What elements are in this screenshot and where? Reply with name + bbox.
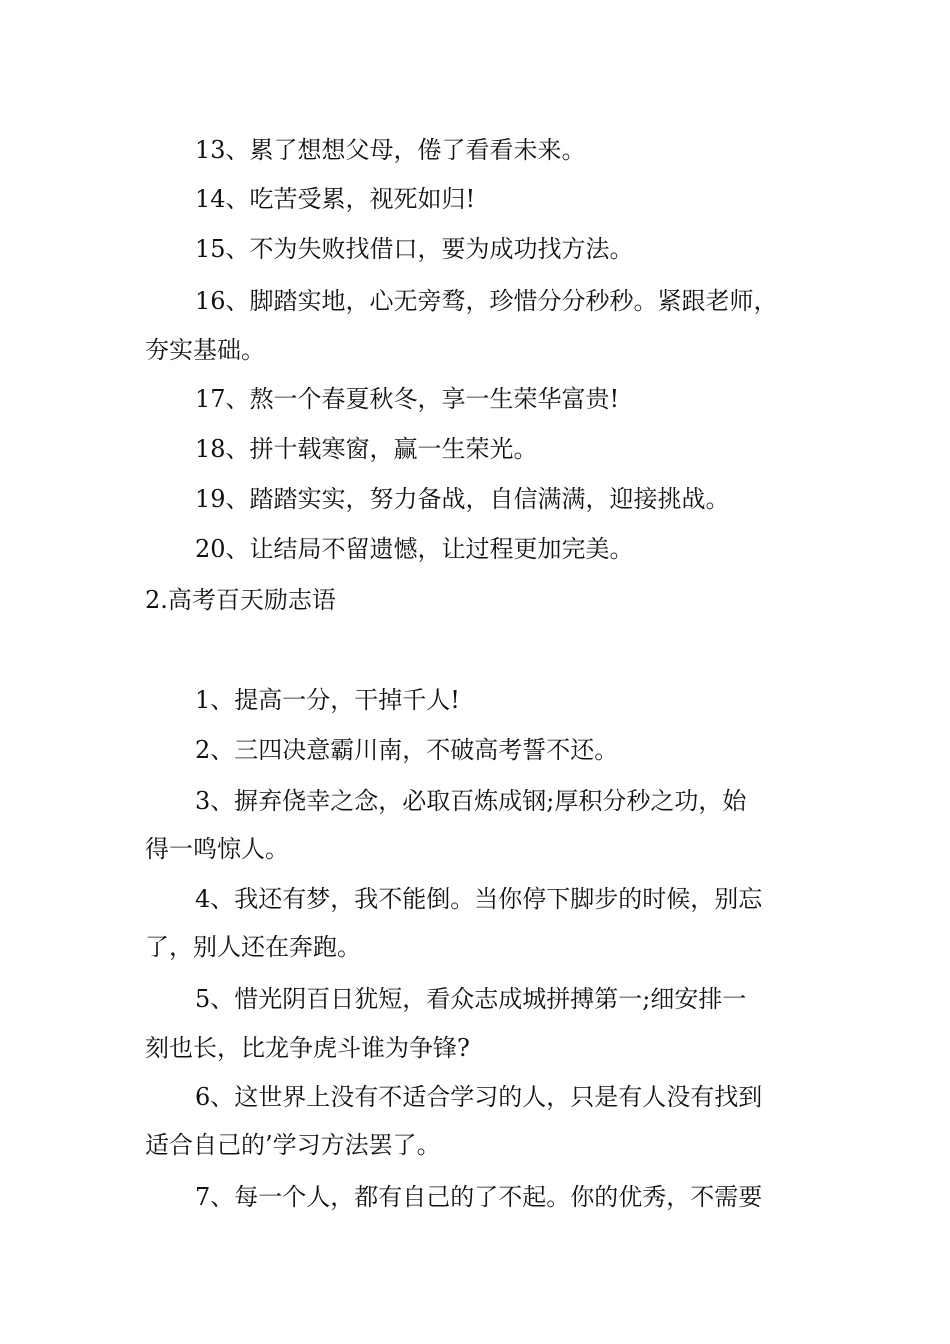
list-item: 14、吃苦受累，视死如归! bbox=[195, 185, 476, 213]
list-item-continuation: 刻也长，比龙争虎斗谁为争锋? bbox=[145, 1034, 470, 1062]
list-item: 6、这世界上没有不适合学习的人，只是有人没有找到 bbox=[195, 1083, 763, 1111]
list-item-continuation: 适合自己的’学习方法罢了。 bbox=[145, 1131, 441, 1159]
list-item: 7、每一个人，都有自己的了不起。你的优秀，不需要 bbox=[195, 1183, 763, 1211]
list-item-continuation: 夯实基础。 bbox=[145, 336, 265, 364]
list-item: 17、熬一个春夏秋冬，享一生荣华富贵! bbox=[195, 385, 620, 413]
list-item: 16、脚踏实地，心无旁骛，珍惜分分秒秒。紧跟老师， bbox=[195, 287, 778, 315]
list-item: 19、踏踏实实，努力备战，自信满满，迎接挑战。 bbox=[195, 485, 730, 513]
list-item: 3、摒弃侥幸之念，必取百炼成钢;厚积分秒之功，始 bbox=[195, 787, 747, 815]
list-item-continuation: 了，别人还在奔跑。 bbox=[145, 933, 361, 961]
list-item: 1、提高一分，干掉千人! bbox=[195, 686, 460, 714]
list-item: 13、累了想想父母，倦了看看未来。 bbox=[195, 136, 586, 164]
list-item: 18、拼十载寒窗，赢一生荣光。 bbox=[195, 435, 538, 463]
section-heading: 2.高考百天励志语 bbox=[145, 586, 336, 614]
list-item: 4、我还有梦，我不能倒。当你停下脚步的时候，别忘 bbox=[195, 885, 763, 913]
list-item: 15、不为失败找借口，要为成功找方法。 bbox=[195, 235, 634, 263]
list-item: 20、让结局不留遗憾，让过程更加完美。 bbox=[195, 535, 634, 563]
list-item-continuation: 得一鸣惊人。 bbox=[145, 835, 289, 863]
list-item: 2、三四决意霸川南，不破高考誓不还。 bbox=[195, 736, 619, 764]
list-item: 5、惜光阴百日犹短，看众志成城拼搏第一;细安排一 bbox=[195, 985, 747, 1013]
